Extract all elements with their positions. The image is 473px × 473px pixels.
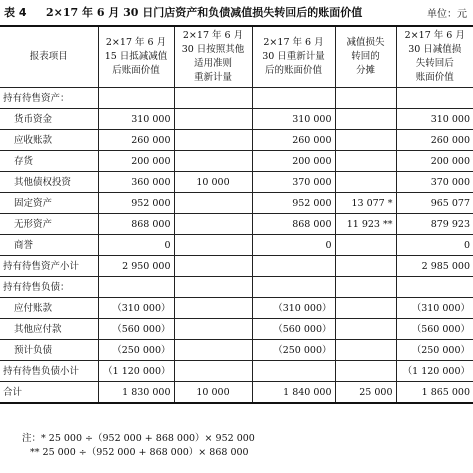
table-row xyxy=(0,214,473,235)
footnotes xyxy=(22,432,255,460)
table-header-row xyxy=(0,26,473,88)
row-label: 固定资产 xyxy=(0,193,98,214)
cell-value xyxy=(174,109,252,130)
column-header-line: 失转回后 xyxy=(415,58,454,69)
cell-value: 952 000 xyxy=(252,193,335,214)
table-row xyxy=(0,151,473,172)
cell-value: 952 000 xyxy=(98,193,174,214)
cell-value xyxy=(174,214,252,235)
table-caption xyxy=(0,0,473,24)
table-row xyxy=(0,235,473,256)
cell-value: 370 000 xyxy=(252,172,335,193)
cell-value: 0 xyxy=(252,235,335,256)
cell-value: （310 000） xyxy=(98,298,174,319)
cell-value xyxy=(335,88,396,109)
row-label: 合计 xyxy=(0,382,98,404)
column-header-0 xyxy=(0,26,98,88)
cell-value xyxy=(98,277,174,298)
cell-value xyxy=(335,277,396,298)
row-label: 存货 xyxy=(0,151,98,172)
cell-value xyxy=(335,361,396,382)
table-row xyxy=(0,277,473,298)
column-header-line: 30 日重新计量 xyxy=(262,51,325,62)
cell-value: 200 000 xyxy=(396,151,473,172)
table-row xyxy=(0,382,473,404)
cell-value xyxy=(252,361,335,382)
cell-value: 260 000 xyxy=(98,130,174,151)
cell-value: 2 950 000 xyxy=(98,256,174,277)
table-row xyxy=(0,319,473,340)
footnote-2: ** 25 000 ÷（952 000 + 868 000）× 868 000 xyxy=(30,447,249,458)
row-label: 其他债权投资 xyxy=(0,172,98,193)
cell-value xyxy=(174,193,252,214)
column-header-line: 减值损失 xyxy=(346,37,385,48)
valuation-table xyxy=(0,25,473,404)
cell-value: 360 000 xyxy=(98,172,174,193)
row-label: 持有待售资产： xyxy=(0,88,98,109)
row-label: 持有待售资产小计 xyxy=(0,256,98,277)
cell-value xyxy=(174,277,252,298)
cell-value: 260 000 xyxy=(396,130,473,151)
cell-value xyxy=(335,109,396,130)
cell-value xyxy=(335,130,396,151)
table-row xyxy=(0,256,473,277)
cell-value xyxy=(174,340,252,361)
column-header-5 xyxy=(396,26,473,88)
column-header-line: 转回的 xyxy=(351,51,380,62)
row-label: 持有待售负债： xyxy=(0,277,98,298)
column-header-line: 30 日按照其他 xyxy=(181,44,245,55)
table-row xyxy=(0,172,473,193)
column-header-line: 2×17 年 6 月 xyxy=(404,30,465,41)
footnote-1: 注：* 25 000 ÷（952 000 + 868 000）× 952 000 xyxy=(22,433,255,444)
cell-value xyxy=(174,151,252,172)
cell-value: （560 000） xyxy=(396,319,473,340)
cell-value: （310 000） xyxy=(396,298,473,319)
cell-value xyxy=(335,319,396,340)
cell-value: （250 000） xyxy=(252,340,335,361)
cell-value xyxy=(98,88,174,109)
table-number: 表 4 xyxy=(4,6,27,19)
cell-value xyxy=(335,340,396,361)
cell-value xyxy=(335,151,396,172)
cell-value: 1 840 000 xyxy=(252,382,335,404)
table-row xyxy=(0,193,473,214)
column-header-1 xyxy=(98,26,174,88)
column-header-line: 报表项目 xyxy=(29,51,68,62)
cell-value: 2 985 000 xyxy=(396,256,473,277)
cell-value: （310 000） xyxy=(252,298,335,319)
column-header-2 xyxy=(174,26,252,88)
column-header-line: 分摊 xyxy=(355,65,375,76)
cell-value: （250 000） xyxy=(396,340,473,361)
column-header-line: 2×17 年 6 月 xyxy=(105,37,167,48)
cell-value xyxy=(252,256,335,277)
table-row xyxy=(0,361,473,382)
column-header-line: 30 日减值损 xyxy=(408,44,462,55)
cell-value xyxy=(174,319,252,340)
cell-value: 868 000 xyxy=(252,214,335,235)
table-row xyxy=(0,130,473,151)
table-row xyxy=(0,298,473,319)
cell-value: （560 000） xyxy=(98,319,174,340)
row-label: 货币资金 xyxy=(0,109,98,130)
cell-value: 13 077 * xyxy=(335,193,396,214)
cell-value: （1 120 000） xyxy=(396,361,473,382)
table-row xyxy=(0,109,473,130)
cell-value xyxy=(252,277,335,298)
cell-value: 0 xyxy=(396,235,473,256)
cell-value: （250 000） xyxy=(98,340,174,361)
row-label: 应收账款 xyxy=(0,130,98,151)
column-header-line: 2×17 年 6 月 xyxy=(182,30,244,41)
column-header-line: 账面价值 xyxy=(415,72,454,83)
unit-label: 单位：元 xyxy=(427,9,467,20)
cell-value: 25 000 xyxy=(335,382,396,404)
cell-value: 200 000 xyxy=(98,151,174,172)
column-header-4 xyxy=(335,26,396,88)
cell-value: 11 923 ** xyxy=(335,214,396,235)
cell-value: 310 000 xyxy=(252,109,335,130)
row-label: 持有待售负债小计 xyxy=(0,361,98,382)
cell-value xyxy=(396,277,473,298)
column-header-line: 后的账面价值 xyxy=(264,65,322,76)
cell-value: 310 000 xyxy=(396,109,473,130)
cell-value: 260 000 xyxy=(252,130,335,151)
cell-value: （560 000） xyxy=(252,319,335,340)
column-header-line: 重新计量 xyxy=(193,72,232,83)
cell-value: 1 865 000 xyxy=(396,382,473,404)
cell-value: 310 000 xyxy=(98,109,174,130)
column-header-3 xyxy=(252,26,335,88)
cell-value: 868 000 xyxy=(98,214,174,235)
table-row xyxy=(0,340,473,361)
column-header-line: 后账面价值 xyxy=(112,65,160,76)
cell-value xyxy=(174,130,252,151)
table-row xyxy=(0,88,473,109)
row-label: 商誉 xyxy=(0,235,98,256)
cell-value: 370 000 xyxy=(396,172,473,193)
column-header-line: 15 日抵减减值 xyxy=(104,51,168,62)
cell-value xyxy=(174,361,252,382)
cell-value: 1 830 000 xyxy=(98,382,174,404)
cell-value xyxy=(174,298,252,319)
table-body xyxy=(0,88,473,404)
cell-value xyxy=(174,235,252,256)
cell-value: 200 000 xyxy=(252,151,335,172)
row-label: 应付账款 xyxy=(0,298,98,319)
cell-value: 10 000 xyxy=(174,172,252,193)
cell-value xyxy=(252,88,335,109)
cell-value xyxy=(335,235,396,256)
row-label: 无形资产 xyxy=(0,214,98,235)
cell-value xyxy=(335,256,396,277)
cell-value xyxy=(396,88,473,109)
cell-value xyxy=(174,256,252,277)
table-title: 2×17 年 6 月 30 日门店资产和负债减值损失转回后的账面价值 xyxy=(46,6,363,19)
cell-value: （1 120 000） xyxy=(98,361,174,382)
column-header-line: 适用准则 xyxy=(193,58,232,69)
cell-value: 965 077 xyxy=(396,193,473,214)
cell-value xyxy=(174,88,252,109)
row-label: 预计负债 xyxy=(0,340,98,361)
column-header-line: 2×17 年 6 月 xyxy=(263,37,324,48)
cell-value xyxy=(335,298,396,319)
cell-value: 0 xyxy=(98,235,174,256)
cell-value: 879 923 xyxy=(396,214,473,235)
row-label: 其他应付款 xyxy=(0,319,98,340)
cell-value: 10 000 xyxy=(174,382,252,404)
cell-value xyxy=(335,172,396,193)
